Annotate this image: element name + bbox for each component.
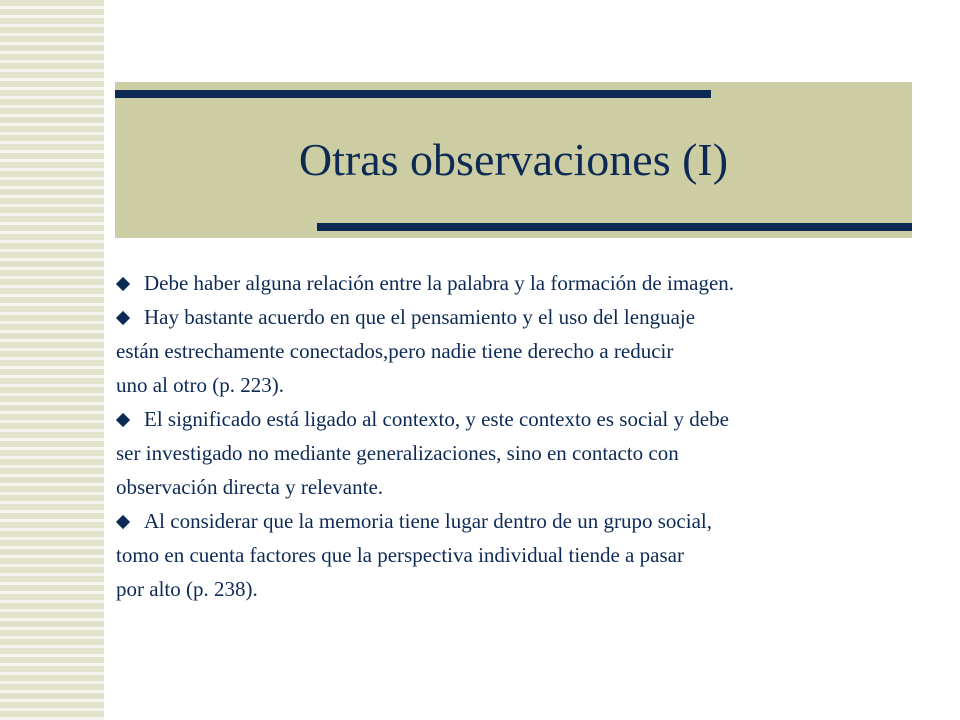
paragraph-1-text: Debe haber alguna relación entre la palabra y la formación de imagen. — [144, 271, 735, 295]
diamond-bullet-icon — [116, 277, 130, 291]
paragraph-4-line-2: tomo en cuenta factores que la perspectiva individual tiende a pasar — [116, 543, 684, 567]
paragraph-2-line-1 — [116, 300, 916, 334]
paragraph-3-line-3: observación directa y relevante. — [116, 475, 384, 499]
paragraph-3-line-1 — [116, 402, 916, 436]
diamond-bullet-icon — [116, 311, 130, 325]
paragraph-4-line-3: por alto (p. 238). — [116, 577, 258, 601]
title-top-rule — [115, 90, 711, 98]
title-bottom-rule — [317, 223, 912, 231]
diamond-bullet-icon — [116, 413, 130, 427]
paragraph-2-text-1: Hay bastante acuerdo en que el pensamiento y el uso del lenguaje — [144, 305, 696, 329]
paragraph-3-line-2: ser investigado no mediante generalizaciones, sino en contacto con — [116, 441, 679, 465]
slide-title: Otras observaciones (I) — [298, 134, 729, 185]
paragraph-4-text-1: Al considerar que la memoria tiene lugar dentro de un grupo social, — [144, 509, 712, 533]
paragraph-1-line-1 — [116, 266, 916, 300]
diamond-bullet-icon — [116, 515, 130, 529]
paragraph-2-line-2: están estrechamente conectados,pero nadie tiene derecho a reducir — [116, 339, 674, 363]
decorative-side-stripes — [0, 0, 104, 720]
paragraph-4-line-1 — [116, 504, 916, 538]
paragraph-3-text-1: El significado está ligado al contexto, y este contexto es social y debe — [144, 407, 729, 431]
slide-body — [116, 266, 916, 606]
paragraph-2-line-3: uno al otro (p. 223). — [116, 373, 284, 397]
